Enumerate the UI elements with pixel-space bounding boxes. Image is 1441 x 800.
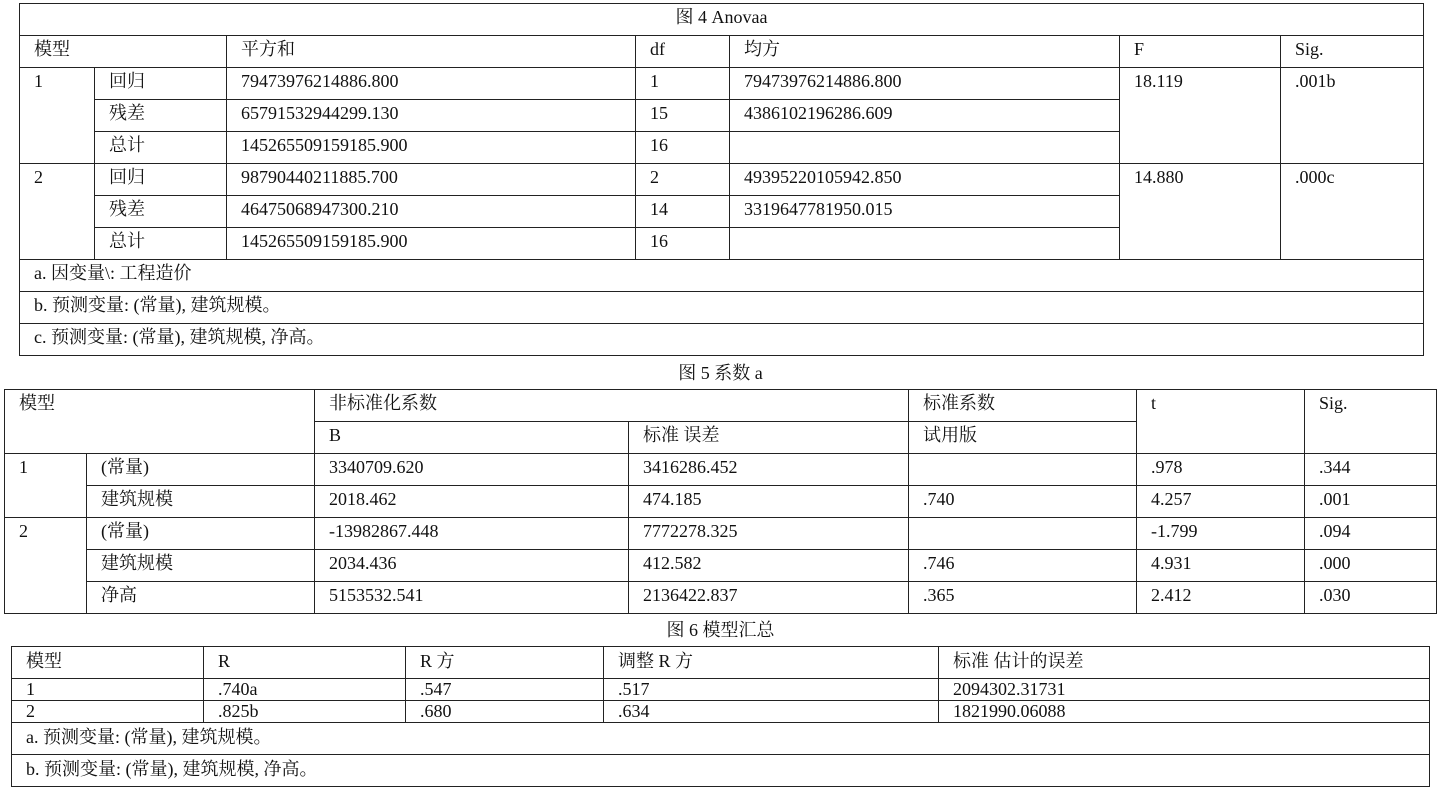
cell-se: 474.185 <box>629 486 909 518</box>
table-row <box>5 550 1437 582</box>
cell-b: 2018.462 <box>315 486 629 518</box>
row-label: (常量) <box>87 518 315 550</box>
table-row <box>12 679 1430 701</box>
header-r-square: R 方 <box>406 647 604 679</box>
table-row <box>12 701 1430 723</box>
cell-adjusted-r-square: .634 <box>604 701 939 723</box>
cell-se: 3416286.452 <box>629 454 909 486</box>
coefficients-table <box>4 389 1437 614</box>
cell-se: 412.582 <box>629 550 909 582</box>
cell-ss: 98790440211885.700 <box>227 164 636 196</box>
cell-std-error-estimate: 2094302.31731 <box>939 679 1430 701</box>
anova-title: 图 4 Anovaa <box>20 4 1424 36</box>
header-sig: Sig. <box>1281 36 1424 68</box>
header-mean-square: 均方 <box>730 36 1120 68</box>
cell-r: .825b <box>204 701 406 723</box>
cell-t: 4.257 <box>1137 486 1305 518</box>
footnote: a. 因变量\: 工程造价 <box>20 260 1424 292</box>
cell-b: -13982867.448 <box>315 518 629 550</box>
cell-beta: .746 <box>909 550 1137 582</box>
cell-df: 15 <box>636 100 730 132</box>
header-std-error: 标准 误差 <box>629 422 909 454</box>
cell-b: 5153532.541 <box>315 582 629 614</box>
table-row <box>5 582 1437 614</box>
footnote: b. 预测变量: (常量), 建筑规模, 净高。 <box>12 755 1430 787</box>
cell-sig: .001b <box>1281 68 1424 164</box>
cell-df: 16 <box>636 228 730 260</box>
cell-ms: 49395220105942.850 <box>730 164 1120 196</box>
header-beta: 试用版 <box>909 422 1137 454</box>
cell-t: 2.412 <box>1137 582 1305 614</box>
model-id: 2 <box>12 701 204 723</box>
row-label: 残差 <box>95 196 227 228</box>
cell-ss: 145265509159185.900 <box>227 132 636 164</box>
row-label: 残差 <box>95 100 227 132</box>
cell-df: 16 <box>636 132 730 164</box>
model-id: 2 <box>5 518 87 614</box>
cell-ms <box>730 228 1120 260</box>
cell-ss: 145265509159185.900 <box>227 228 636 260</box>
cell-ss: 79473976214886.800 <box>227 68 636 100</box>
model-summary-title: 图 6 模型汇总 <box>666 620 775 640</box>
header-r: R <box>204 647 406 679</box>
cell-ms: 3319647781950.015 <box>730 196 1120 228</box>
summary-header-row <box>12 647 1430 679</box>
cell-sig: .030 <box>1305 582 1437 614</box>
cell-se: 2136422.837 <box>629 582 909 614</box>
cell-std-error-estimate: 1821990.06088 <box>939 701 1430 723</box>
cell-beta <box>909 518 1137 550</box>
cell-f: 18.119 <box>1120 68 1281 164</box>
cell-ms: 4386102196286.609 <box>730 100 1120 132</box>
header-t: t <box>1137 390 1305 454</box>
header-sum-of-squares: 平方和 <box>227 36 636 68</box>
cell-r-square: .547 <box>406 679 604 701</box>
anova-header-row <box>20 36 1424 68</box>
cell-adjusted-r-square: .517 <box>604 679 939 701</box>
anova-table <box>19 3 1424 356</box>
table-row <box>5 454 1437 486</box>
model-id: 1 <box>12 679 204 701</box>
header-adjusted-r-square: 调整 R 方 <box>604 647 939 679</box>
cell-sig: .094 <box>1305 518 1437 550</box>
cell-r-square: .680 <box>406 701 604 723</box>
header-model: 模型 <box>20 36 227 68</box>
coefficients-title: 图 5 系数 a <box>678 363 763 383</box>
row-label: 净高 <box>87 582 315 614</box>
footnote: b. 预测变量: (常量), 建筑规模。 <box>20 292 1424 324</box>
cell-t: -1.799 <box>1137 518 1305 550</box>
header-std-error-estimate: 标准 估计的误差 <box>939 647 1430 679</box>
table-row <box>5 518 1437 550</box>
row-label: 总计 <box>95 132 227 164</box>
model-id: 1 <box>20 68 95 164</box>
cell-ss: 46475068947300.210 <box>227 196 636 228</box>
cell-ms: 79473976214886.800 <box>730 68 1120 100</box>
header-sig: Sig. <box>1305 390 1437 454</box>
cell-f: 14.880 <box>1120 164 1281 260</box>
header-f: F <box>1120 36 1281 68</box>
cell-t: 4.931 <box>1137 550 1305 582</box>
cell-df: 14 <box>636 196 730 228</box>
cell-b: 2034.436 <box>315 550 629 582</box>
row-label: 总计 <box>95 228 227 260</box>
model-id: 1 <box>5 454 87 518</box>
cell-beta: .740 <box>909 486 1137 518</box>
header-standardized: 标准系数 <box>909 390 1137 422</box>
header-b: B <box>315 422 629 454</box>
row-label: (常量) <box>87 454 315 486</box>
cell-sig: .000 <box>1305 550 1437 582</box>
cell-ms <box>730 132 1120 164</box>
footnote: c. 预测变量: (常量), 建筑规模, 净高。 <box>20 324 1424 356</box>
header-df: df <box>636 36 730 68</box>
row-label: 回归 <box>95 164 227 196</box>
cell-sig: .344 <box>1305 454 1437 486</box>
cell-t: .978 <box>1137 454 1305 486</box>
model-summary-table <box>11 646 1430 787</box>
footnote: a. 预测变量: (常量), 建筑规模。 <box>12 723 1430 755</box>
cell-df: 2 <box>636 164 730 196</box>
cell-sig: .000c <box>1281 164 1424 260</box>
cell-ss: 65791532944299.130 <box>227 100 636 132</box>
model-id: 2 <box>20 164 95 260</box>
header-model: 模型 <box>12 647 204 679</box>
table-row <box>20 164 1424 196</box>
header-unstandardized: 非标准化系数 <box>315 390 909 422</box>
row-label: 建筑规模 <box>87 550 315 582</box>
table-row <box>5 486 1437 518</box>
coef-header-row <box>5 390 1437 422</box>
row-label: 回归 <box>95 68 227 100</box>
header-model: 模型 <box>5 390 315 454</box>
cell-b: 3340709.620 <box>315 454 629 486</box>
cell-sig: .001 <box>1305 486 1437 518</box>
cell-df: 1 <box>636 68 730 100</box>
table-row <box>20 68 1424 100</box>
cell-se: 7772278.325 <box>629 518 909 550</box>
row-label: 建筑规模 <box>87 486 315 518</box>
cell-r: .740a <box>204 679 406 701</box>
cell-beta: .365 <box>909 582 1137 614</box>
cell-beta <box>909 454 1137 486</box>
